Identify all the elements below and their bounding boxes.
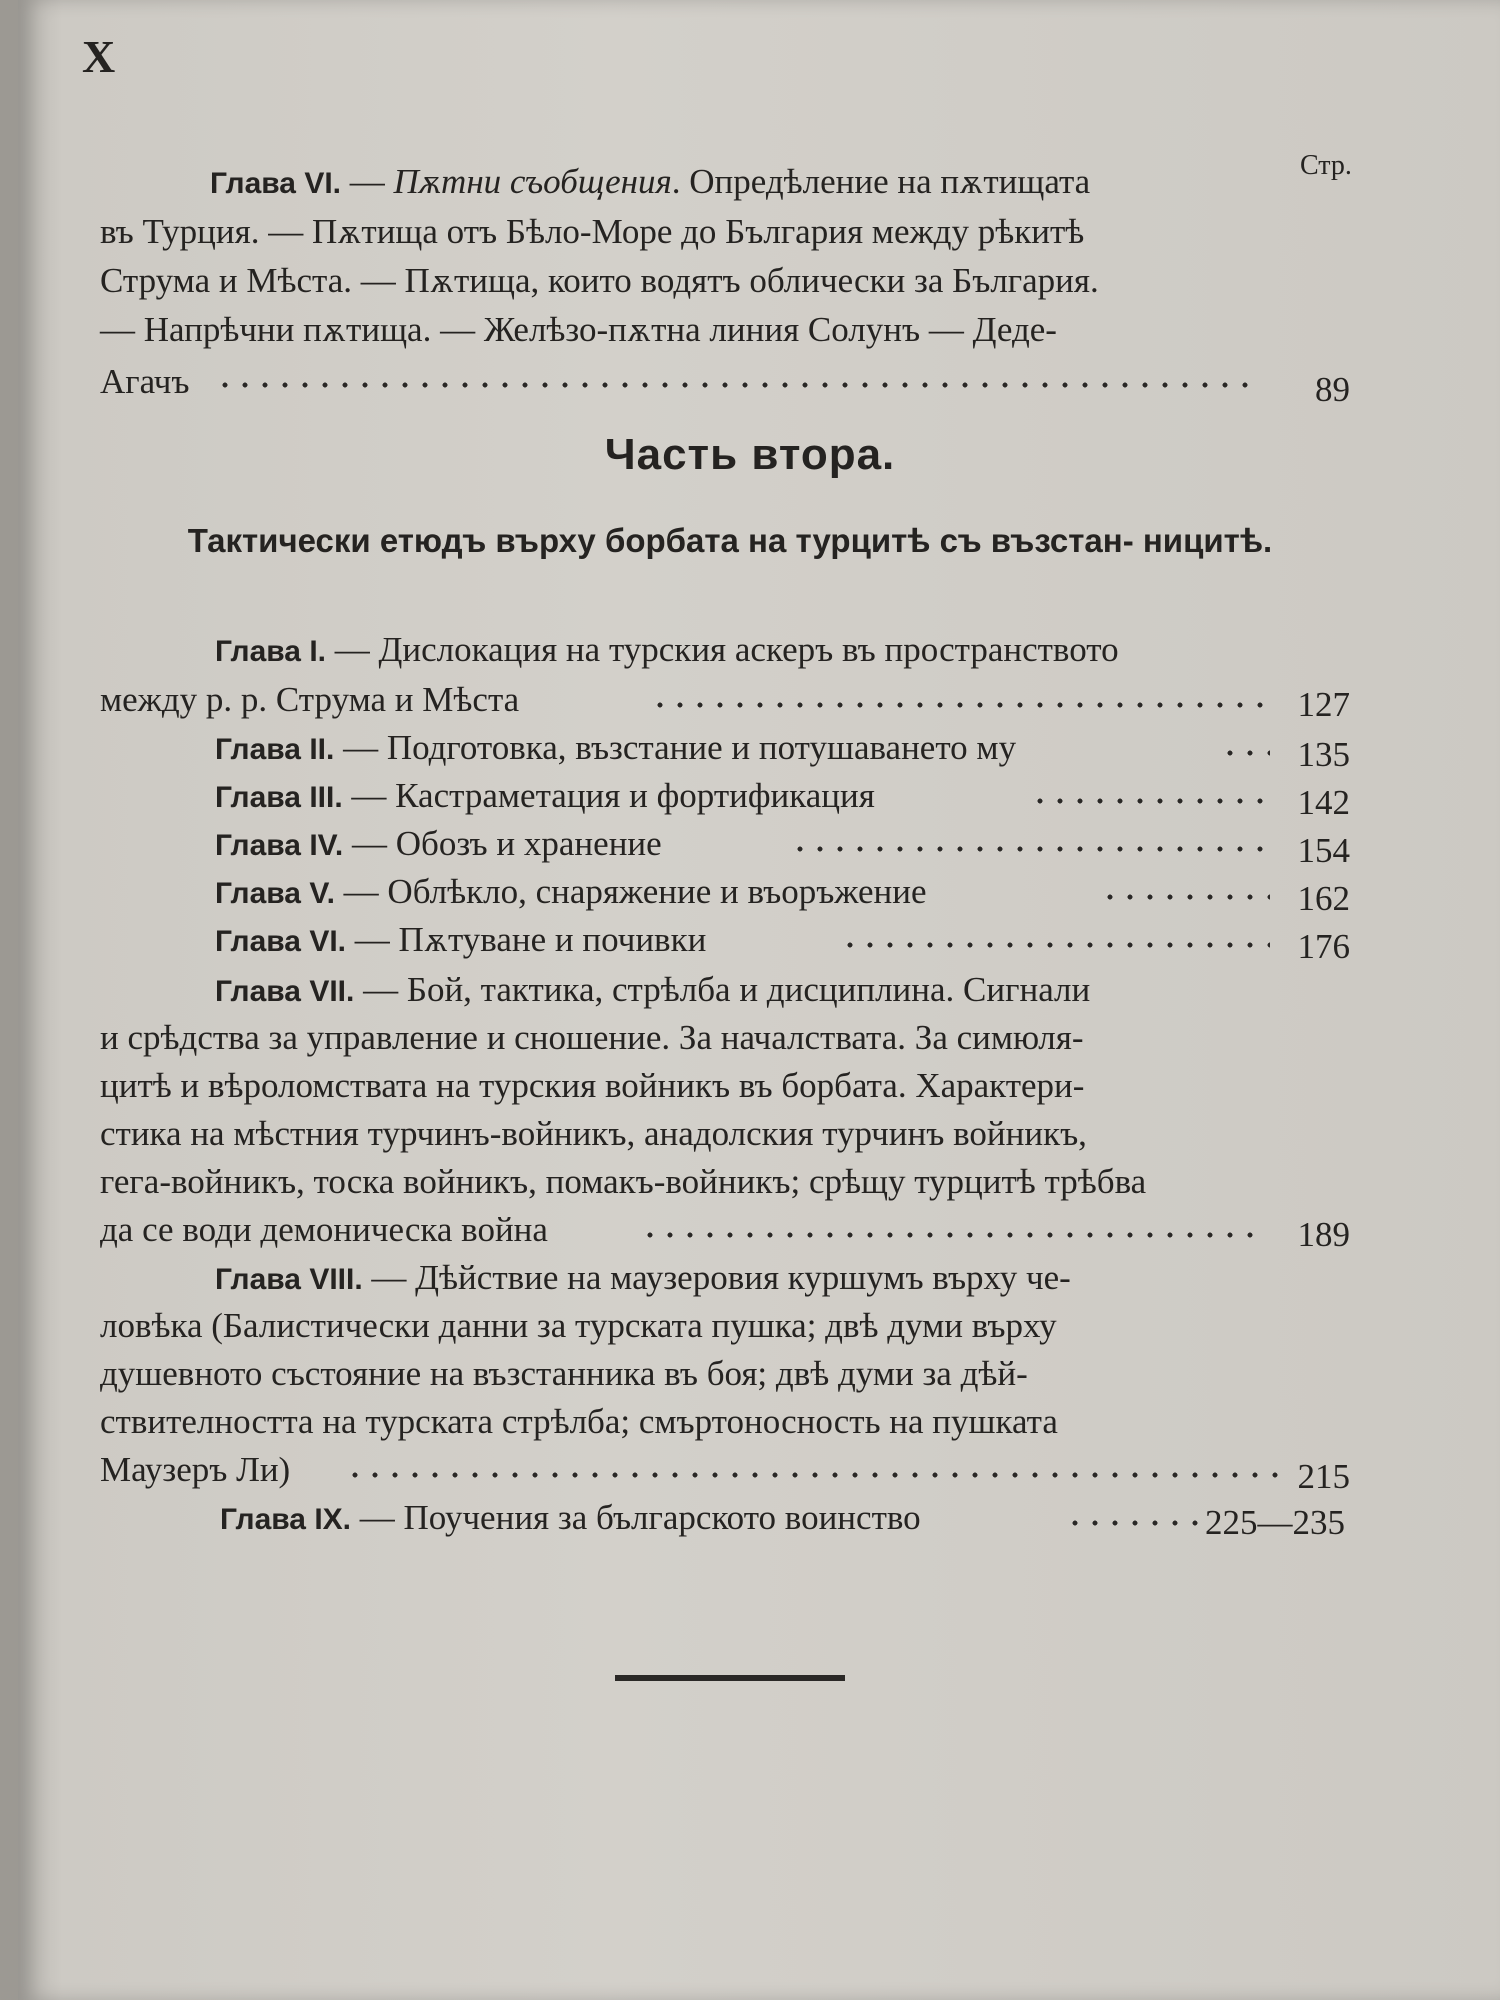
part-one-chapter-6-line-1: Глава VI. — Пѫтни съобщения. Опредѣление на пѫтищата — [210, 162, 1091, 201]
chapter-label: Глава IX. — [220, 1503, 352, 1536]
leader-dots — [215, 380, 1260, 390]
page-number: 142 — [1297, 783, 1350, 822]
page-number: 89 — [1315, 370, 1350, 409]
chapter-text: Опредѣление на пѫтищата — [689, 162, 1091, 201]
chapter-text: — Пѫтуване и почивки — [354, 920, 707, 959]
chapter-label: Глава V. — [215, 877, 335, 910]
chapter-label: Глава III. — [215, 781, 343, 814]
chapter-4-line — [215, 824, 662, 864]
chapter-7-line-3: цитѣ и вѣроломствата на турския войникъ въ борбата. Характери- — [100, 1066, 1085, 1105]
end-rule — [615, 1675, 845, 1681]
part-one-chapter-6-line-2: въ Турция. — Пѫтища отъ Бѣло-Море до България между рѣкитѣ — [100, 212, 1085, 251]
part-one-chapter-6-line-5: Агачъ — [100, 362, 190, 401]
chapter-2-line — [215, 728, 1016, 768]
part-one-chapter-6-line-4: — Напрѣчни пѫтища. — Желѣзо-пѫтна линия Солунъ — Деде- — [100, 310, 1057, 349]
chapter-label: Глава I. — [215, 635, 326, 668]
page-number: 176 — [1297, 927, 1350, 966]
page-number: 225—235 — [1205, 1503, 1345, 1542]
leader-dots — [1030, 796, 1270, 806]
chapter-7-line-5: гега-войникъ, тоска войникъ, помакъ-войникъ; срѣщу турцитѣ трѣбва — [100, 1162, 1147, 1201]
leader-dots — [345, 1470, 1280, 1480]
page-marker: X — [82, 31, 116, 82]
chapter-5-line — [215, 872, 927, 912]
chapter-dash: — — [349, 162, 385, 201]
leader-dots — [640, 1230, 1260, 1240]
book-spine-shadow — [0, 0, 18, 2000]
part-two-subtitle: Тактически етюдъ върху борбата на турцитѣ съ възстан- ницитѣ. — [187, 522, 1273, 559]
chapter-1-line-2: между р. р. Струма и Мѣста — [100, 680, 520, 719]
page-number: 215 — [1297, 1457, 1350, 1496]
leader-dots — [790, 844, 1270, 854]
chapter-text: — Подготовка, възстание и потушаването му — [343, 728, 1017, 767]
chapter-9-line — [220, 1498, 921, 1538]
chapter-7-line-4: стика на мѣстния турчинъ-войникъ, анадолския турчинъ войникъ, — [100, 1114, 1087, 1153]
leader-dots — [1220, 748, 1270, 758]
chapter-text: — Дѣйствие на маузеровия куршумъ върху че- — [371, 1258, 1071, 1297]
chapter-label: Глава II. — [215, 733, 335, 766]
page-number: 154 — [1297, 831, 1350, 870]
page-number: 162 — [1297, 879, 1350, 918]
page-column-label: Стр. — [1300, 150, 1352, 181]
page-number: 189 — [1297, 1215, 1350, 1254]
chapter-7-line-6: да се води демоническа война — [100, 1210, 548, 1249]
chapter-8-line-1 — [215, 1258, 1071, 1298]
chapter-8-line-3: душевното състояние на възстанника въ боя; двѣ думи за дѣй- — [100, 1354, 1028, 1393]
chapter-label: Глава VI. — [210, 167, 342, 200]
chapter-text: — Дислокация на турския аскеръ въ пространството — [334, 630, 1119, 669]
page-number: 135 — [1297, 735, 1350, 774]
leader-dots — [650, 700, 1270, 710]
chapter-3-line — [215, 776, 875, 816]
chapter-label: Глава VIII. — [215, 1263, 363, 1296]
chapter-italic-title: Пѫтни съобщения — [393, 162, 672, 201]
chapter-text: — Обозъ и хранение — [352, 824, 662, 863]
chapter-8-line-4: ствителността на турската стрѣлба; смъртоносность на пушката — [100, 1402, 1058, 1441]
chapter-7-line-2: и срѣдства за управление и сношение. За началствата. За симюля- — [100, 1018, 1084, 1057]
chapter-6-line — [215, 920, 706, 960]
chapter-label: Глава VI. — [215, 925, 347, 958]
chapter-text: — Бой, тактика, стрѣлба и дисциплина. Сигнали — [363, 970, 1091, 1009]
part-two-title: Часть втора. — [604, 430, 896, 479]
leader-dots — [840, 940, 1270, 950]
page-number: 127 — [1297, 685, 1350, 724]
chapter-text: — Кастраметация и фортификация — [351, 776, 875, 815]
part-one-chapter-6-line-3: Струма и Мѣста. — Пѫтища, които водятъ облически за България. — [100, 261, 1099, 300]
chapter-text: — Поучения за българското воинство — [359, 1498, 921, 1537]
leader-dots — [1100, 892, 1270, 902]
chapter-label: Глава IV. — [215, 829, 344, 862]
chapter-text: — Облѣкло, снаряжение и въоръжение — [343, 872, 927, 911]
chapter-1-line-1 — [215, 630, 1119, 670]
chapter-label: Глава VII. — [215, 975, 355, 1008]
chapter-7-line-1 — [215, 970, 1090, 1010]
chapter-8-line-5: Маузеръ Ли) — [100, 1450, 291, 1489]
chapter-8-line-2: ловѣка (Балистически данни за турската пушка; двѣ думи върху — [100, 1306, 1057, 1345]
